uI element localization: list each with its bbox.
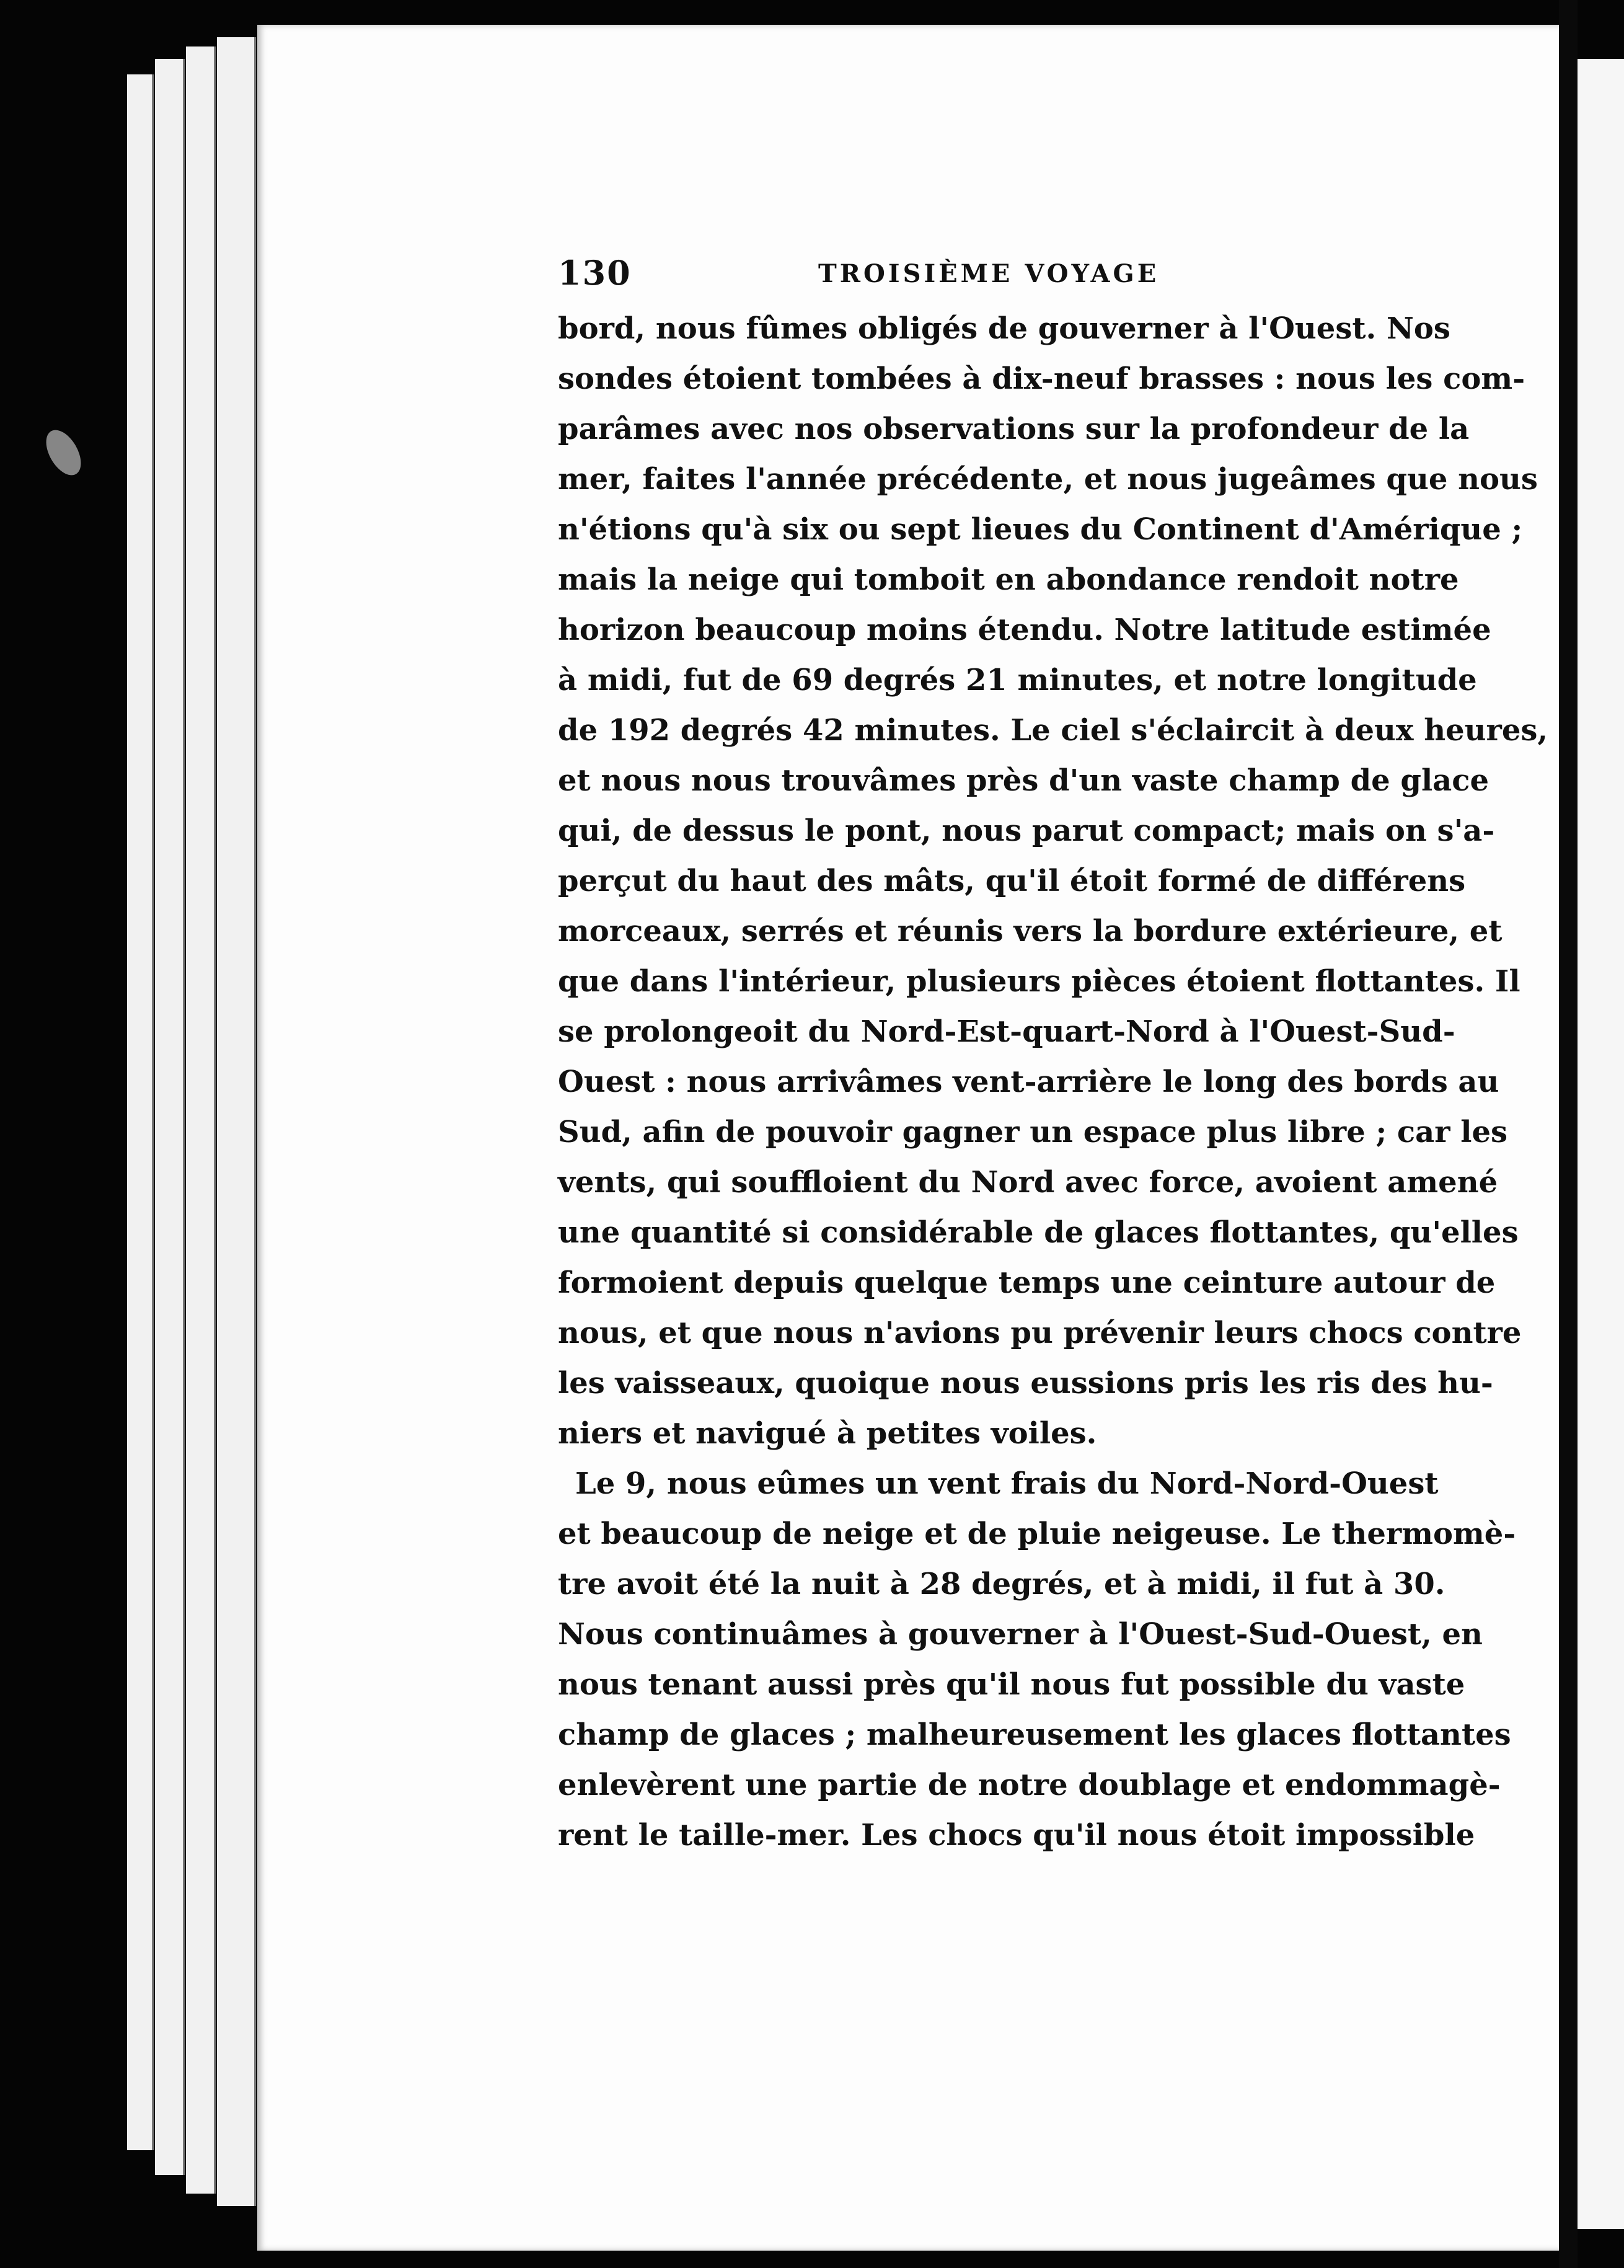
text-line: qui, de dessus le pont, nous parut compact; mais on s'a- [558, 813, 1495, 848]
text-line: rent le taille-mer. Les chocs qu'il nous étoit impossible [558, 1818, 1475, 1853]
text-line: mais la neige qui tomboit en abondance rendoit notre [558, 562, 1459, 597]
text-line: se prolongeoit du Nord-Est-quart-Nord à l'Ouest-Sud- [558, 1014, 1455, 1049]
text-line: horizon beaucoup moins étendu. Notre latitude estimée [558, 613, 1491, 647]
text-line: une quantité si considérable de glaces flottantes, qu'elles [558, 1215, 1519, 1250]
page-edge [217, 37, 256, 2206]
text-line: parâmes avec nos observations sur la profondeur de la [558, 412, 1470, 446]
text-line: morceaux, serrés et réunis vers la bordure extérieure, et [558, 914, 1503, 949]
page-edge [186, 47, 216, 2194]
running-header [558, 253, 1413, 296]
book-gutter [1559, 0, 1578, 2268]
running-title: TROISIÈME VOYAGE [818, 259, 1160, 288]
text-line: tre avoit été la nuit à 28 degrés, et à midi, il fut à 30. [558, 1567, 1445, 1601]
text-line: Sud, afin de pouvoir gagner un espace plus libre ; car les [558, 1115, 1508, 1150]
text-line: de 192 degrés 42 minutes. Le ciel s'éclaircit à deux heures, [558, 713, 1548, 748]
text-line: formoient depuis quelque temps une ceinture autour de [558, 1265, 1496, 1300]
text-line: enlevèrent une partie de notre doublage et endommagè- [558, 1768, 1501, 1802]
page-number: 130 [558, 253, 632, 293]
text-line: niers et navigué à petites voiles. [558, 1416, 1097, 1451]
text-line: nous, et que nous n'avions pu prévenir leurs chocs contre [558, 1316, 1522, 1350]
text-line: et beaucoup de neige et de pluie neigeuse. Le thermomè- [558, 1517, 1516, 1551]
text-line: champ de glaces ; malheureusement les glaces flottantes [558, 1717, 1511, 1752]
text-line: mer, faites l'année précédente, et nous jugeâmes que nous [558, 462, 1538, 497]
body-text [558, 304, 1548, 1861]
facing-page-edge [1578, 59, 1624, 2229]
text-line: vents, qui souffloient du Nord avec force, avoient amené [558, 1165, 1498, 1200]
text-line: et nous nous trouvâmes près d'un vaste champ de glace [558, 763, 1489, 798]
text-line: les vaisseaux, quoique nous eussions pris les ris des hu- [558, 1366, 1493, 1401]
text-line: sondes étoient tombées à dix-neuf brasses : nous les com- [558, 361, 1525, 396]
text-line: que dans l'intérieur, plusieurs pièces étoient flottantes. Il [558, 964, 1520, 999]
text-line: à midi, fut de 69 degrés 21 minutes, et notre longitude [558, 663, 1477, 698]
scan-smudge [39, 424, 88, 481]
text-line: Ouest : nous arrivâmes vent-arrière le long des bords au [558, 1065, 1499, 1099]
text-line: perçut du haut des mâts, qu'il étoit formé de différens [558, 864, 1466, 898]
text-line: Le 9, nous eûmes un vent frais du Nord-Nord-Ouest [575, 1466, 1439, 1501]
text-line: nous tenant aussi près qu'il nous fut possible du vaste [558, 1667, 1465, 1702]
text-line: bord, nous fûmes obligés de gouverner à l'Ouest. Nos [558, 311, 1450, 346]
page-edge [155, 59, 185, 2175]
text-line: n'étions qu'à six ou sept lieues du Continent d'Amérique ; [558, 512, 1523, 547]
text-line: Nous continuâmes à gouverner à l'Ouest-Sud-Ouest, en [558, 1617, 1483, 1652]
page-edge [127, 74, 154, 2150]
